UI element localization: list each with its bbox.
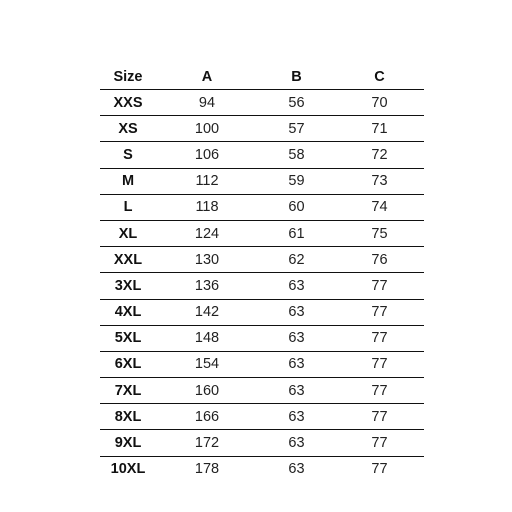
table-header bbox=[100, 64, 424, 90]
table-row bbox=[100, 351, 424, 377]
table-row bbox=[100, 116, 424, 142]
size-cell: 10XL bbox=[110, 461, 146, 478]
size-cell: S bbox=[100, 142, 156, 168]
size-cell: 3XL bbox=[100, 273, 156, 299]
size-cell: XL bbox=[100, 220, 156, 246]
size-cell: 6XL bbox=[100, 351, 156, 377]
table-row bbox=[100, 273, 424, 299]
header-a: A bbox=[156, 64, 258, 90]
c-value-cell: 73 bbox=[335, 168, 424, 194]
size-cell: 7XL bbox=[100, 378, 156, 404]
a-value-cell: 148 bbox=[156, 325, 258, 351]
b-value-cell: 63 bbox=[258, 273, 335, 299]
a-value-cell: 160 bbox=[156, 378, 258, 404]
b-value-cell: 63 bbox=[258, 299, 335, 325]
c-value-cell: 77 bbox=[335, 351, 424, 377]
size-cell: 8XL bbox=[100, 404, 156, 430]
c-value-cell: 75 bbox=[335, 220, 424, 246]
c-value-cell: 77 bbox=[335, 325, 424, 351]
b-value-cell: 63 bbox=[288, 461, 305, 478]
header-b: B bbox=[258, 64, 335, 90]
size-cell: M bbox=[100, 168, 156, 194]
c-value-cell: 77 bbox=[335, 404, 424, 430]
a-value-cell: 166 bbox=[156, 404, 258, 430]
a-value-cell: 142 bbox=[156, 299, 258, 325]
table-row bbox=[100, 168, 424, 194]
table-row bbox=[100, 378, 424, 404]
table-row bbox=[100, 325, 424, 351]
a-value-cell: 118 bbox=[156, 194, 258, 220]
c-value-cell: 71 bbox=[335, 116, 424, 142]
a-value-cell: 172 bbox=[156, 430, 258, 456]
b-value-cell: 63 bbox=[258, 325, 335, 351]
size-cell: L bbox=[100, 194, 156, 220]
c-value-cell: 76 bbox=[335, 247, 424, 273]
b-value-cell: 58 bbox=[258, 142, 335, 168]
size-cell: 4XL bbox=[100, 299, 156, 325]
table-row bbox=[100, 142, 424, 168]
c-value-cell: 77 bbox=[371, 461, 388, 478]
a-value-cell: 130 bbox=[156, 247, 258, 273]
size-chart-table bbox=[100, 64, 424, 482]
a-value-cell: 100 bbox=[156, 116, 258, 142]
b-value-cell: 60 bbox=[258, 194, 335, 220]
c-value-cell: 70 bbox=[335, 90, 424, 116]
b-value-cell: 56 bbox=[258, 90, 335, 116]
c-value-cell: 77 bbox=[335, 430, 424, 456]
table-row bbox=[100, 456, 424, 482]
c-value-cell: 72 bbox=[335, 142, 424, 168]
size-cell: XXL bbox=[100, 247, 156, 273]
size-cell: 5XL bbox=[100, 325, 156, 351]
a-value-cell: 106 bbox=[156, 142, 258, 168]
size-cell: XS bbox=[100, 116, 156, 142]
header-c: C bbox=[335, 64, 424, 90]
header-size: Size bbox=[100, 64, 156, 90]
a-value-cell: 124 bbox=[156, 220, 258, 246]
c-value-cell: 77 bbox=[335, 378, 424, 404]
table-row bbox=[100, 194, 424, 220]
a-value-cell: 178 bbox=[194, 461, 220, 478]
b-value-cell: 59 bbox=[258, 168, 335, 194]
size-cell: 9XL bbox=[100, 430, 156, 456]
a-value-cell: 154 bbox=[156, 351, 258, 377]
a-value-cell: 112 bbox=[156, 168, 258, 194]
a-value-cell: 94 bbox=[156, 90, 258, 116]
a-value-cell: 136 bbox=[156, 273, 258, 299]
c-value-cell: 74 bbox=[335, 194, 424, 220]
table-body bbox=[100, 90, 424, 482]
b-value-cell: 63 bbox=[258, 351, 335, 377]
b-value-cell: 61 bbox=[258, 220, 335, 246]
table-row bbox=[100, 220, 424, 246]
b-value-cell: 57 bbox=[258, 116, 335, 142]
b-value-cell: 63 bbox=[258, 378, 335, 404]
c-value-cell: 77 bbox=[335, 273, 424, 299]
b-value-cell: 62 bbox=[258, 247, 335, 273]
table-row bbox=[100, 90, 424, 116]
c-value-cell: 77 bbox=[335, 299, 424, 325]
table-row bbox=[100, 299, 424, 325]
header-row bbox=[100, 64, 424, 90]
b-value-cell: 63 bbox=[258, 430, 335, 456]
table-row bbox=[100, 247, 424, 273]
b-value-cell: 63 bbox=[258, 404, 335, 430]
size-cell: XXS bbox=[100, 90, 156, 116]
table-row bbox=[100, 404, 424, 430]
table-row bbox=[100, 430, 424, 456]
